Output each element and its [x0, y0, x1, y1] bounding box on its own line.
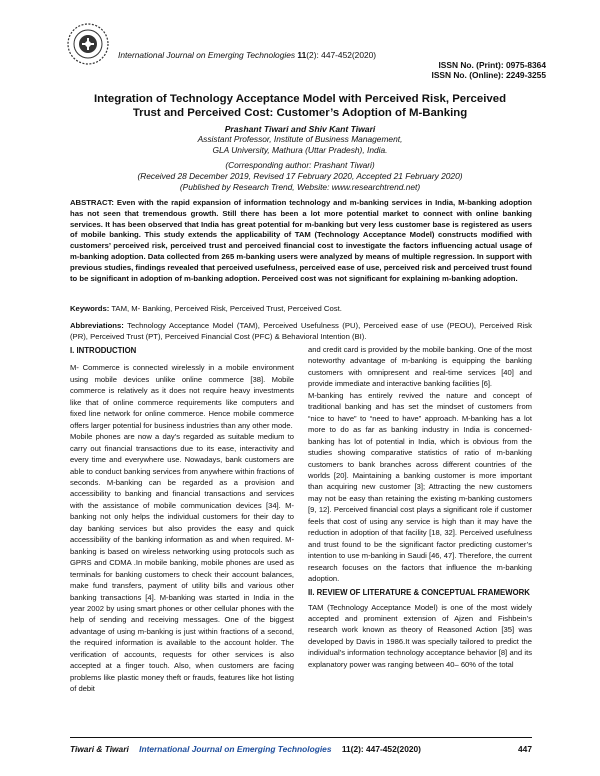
section-heading-literature-review: II. REVIEW OF LITERATURE & CONCEPTUAL FRAMEWORK — [308, 587, 530, 597]
publisher-info: (Published by Research Trend, Website: www.researchtrend.net) — [179, 181, 421, 192]
left-column — [70, 344, 294, 695]
affiliation-line-2: GLA University, Mathura (Uttar Pradesh), India. — [212, 144, 388, 155]
keywords — [70, 304, 532, 315]
affiliation-line-1: Assistant Professor, Institute of Business Management, — [197, 134, 403, 144]
paragraph: M- Commerce is connected wirelessly in a mobile environment using mobile devices unlike online commerce [38]. Mobile commerce is relatively as it does not require heavy investments like that of online commerce requirements like computers and fixed line network for online commerce. Hence mobile commerce offers larger potential for business industries than any other mode. — [70, 363, 294, 430]
issn-online: ISSN No. (Online): 2249-3255 — [431, 70, 546, 80]
journal-header — [66, 22, 546, 78]
paragraph: TAM (Technology Acceptance Model) is one of the most widely accepted and prominent extension of Ajzen and Fishbein’s research work known as theory of Reasoned Action [35] was developed by Davis in 1986.It was specially tailored to predict the individual’s information technology acceptance behavior [8] and its explanatory power was ranging between 40– 60% of the total — [308, 602, 532, 669]
footer-journal: International Journal on Emerging Technologies — [139, 744, 332, 754]
footer-volume: 11(2): 447-452(2020) — [341, 744, 421, 754]
received-dates: (Received 28 December 2019, Revised 17 February 2020, Accepted 21 February 2020) — [137, 170, 463, 181]
page-footer — [70, 744, 532, 754]
footer-authors: Tiwari & Tiwari — [70, 744, 129, 754]
abbreviations — [70, 320, 532, 343]
right-column — [308, 344, 532, 670]
correspondence-info — [60, 160, 540, 192]
issn-block — [432, 60, 547, 80]
footer-divider — [70, 737, 532, 738]
abstract: ABSTRACT: Even with the rapid expansion of information technology and m-banking services in India, M-banking adoption has not seen that tremendous growth. Still there has been a lot more potential market to connect with online banking services. It has been observed that India has great potential for m-banking but very less customer base is registered as users of mobile banking. This study extends the applicability of TAM (Technology Acceptance Model) constructs modified with customers’ perceived risk, perceived trust and perceived financial cost to investigate the factors influencing actual usage of m-banking adoption. Data collected from 265 m-banking users were analyzed by means of multiple regression. In support with previous studies, findings revealed that perceived usefulness, perceived ease of use, perceived risk and perceived trust found to be significant in adoption of m-banking adoption. Perceived cost was not significant for explaining m-banking adoption. — [70, 198, 532, 283]
author-affiliation — [80, 134, 520, 156]
page-number: 447 — [518, 744, 532, 754]
paper-title: Integration of Technology Acceptance Model with Perceived Risk, Perceived Trust and Perceived Cost: Customer’s Adoption of M-Banking — [93, 93, 507, 119]
paragraph: Mobile phones are now a day’s regarded as suitable medium to carry out financial transactions due to its ease, interactivity and every time and everywhere use. Nowadays, bank customers are able to conduct banking services from anywhere within fractions of seconds. M-banking can be regarded as a provision and accessibility to banking and financial transactions and services with the assistance of mobile communication devices [34]. M-banking not only helps the individual customers for their day to day banking services but also provides the easy and quick accessibility of the banking information as and when required. M-banking is based on wireless networking using protocols such as GPRS and CDMA .In mobile banking, mobile phones are used as terminals for banking customers to check their account balances, make fund transfers, payment of utility bills and various other banking transactions [4]. M-banking was started in India in the year 2002 by using smart phones or other cellular phones with the help of sending and receiving messages. One of the biggest advantage of using m-banking is just within fractions of a second, the required information is available to the account holder. The verification of accounts, requests for other services is also accepted at a finger touch. Also, when customers are facing problems like plastic money theft or frauds, features like hot listing of debit — [70, 432, 294, 694]
journal-citation — [118, 50, 376, 60]
paper-authors: Prashant Tiwari and Shiv Kant Tiwari — [224, 124, 376, 134]
corresponding-author: (Corresponding author: Prashant Tiwari) — [225, 160, 375, 170]
keywords-text: TAM, M- Banking, Perceived Risk, Perceived Trust, Perceived Cost. — [111, 304, 342, 313]
section-heading-introduction: I. INTRODUCTION — [70, 346, 137, 355]
keywords-label: Keywords: — [70, 304, 110, 313]
journal-volume: 11(2): 447-452(2020) — [297, 50, 377, 60]
abbreviations-label: Abbreviations: — [70, 321, 124, 330]
abbreviations-text: Technology Acceptance Model (TAM), Perceived Usefulness (PU), Perceived ease of use (PEOU), Perceived Risk (PR), Perceived Trust (PT), Perceived Financial Cost (PFC) & Behavioral Intention (BI). — [70, 321, 532, 342]
paragraph: M-banking has entirely revived the nature and concept of traditional banking and has set the mindset of customers from “nice to have” to “need to have” approach. M-banking has a lot more to do as far as banking industry in India is concerned-banking has lot of potential in India, which is obvious from the studies showing comparative statistics of ratio of m-banking customers to bank branches across different countries of the worlds [20]. Maintaining a banking customer is more important than acquiring new customer [3]; Attracting the new customers may not be easy than retaining the existing m-banking customers [9, 12]. Perceived financial cost plays a significant role if customer feels that cost of using any service is high than it may have the reduction in adoption of that facility [18, 32]. Perceived usefulness and trust found to be the significant factor predicting customer’s intention to use m-banking in Saudi [46, 47]. Therefore, the current research focuses on the factors that influence the m-banking adoption. — [308, 390, 532, 584]
journal-name: International Journal on Emerging Technologies — [118, 50, 296, 60]
paragraph: and credit card is provided by the mobile banking. One of the most noteworthy advantage of m-banking is equipping the banking customers with omnipresent and real-time services [40] and provide immediate and interactive banking facilities [6]. — [308, 345, 532, 389]
journal-logo-icon — [66, 22, 110, 66]
issn-print: ISSN No. (Print): 0975-8364 — [438, 60, 546, 70]
